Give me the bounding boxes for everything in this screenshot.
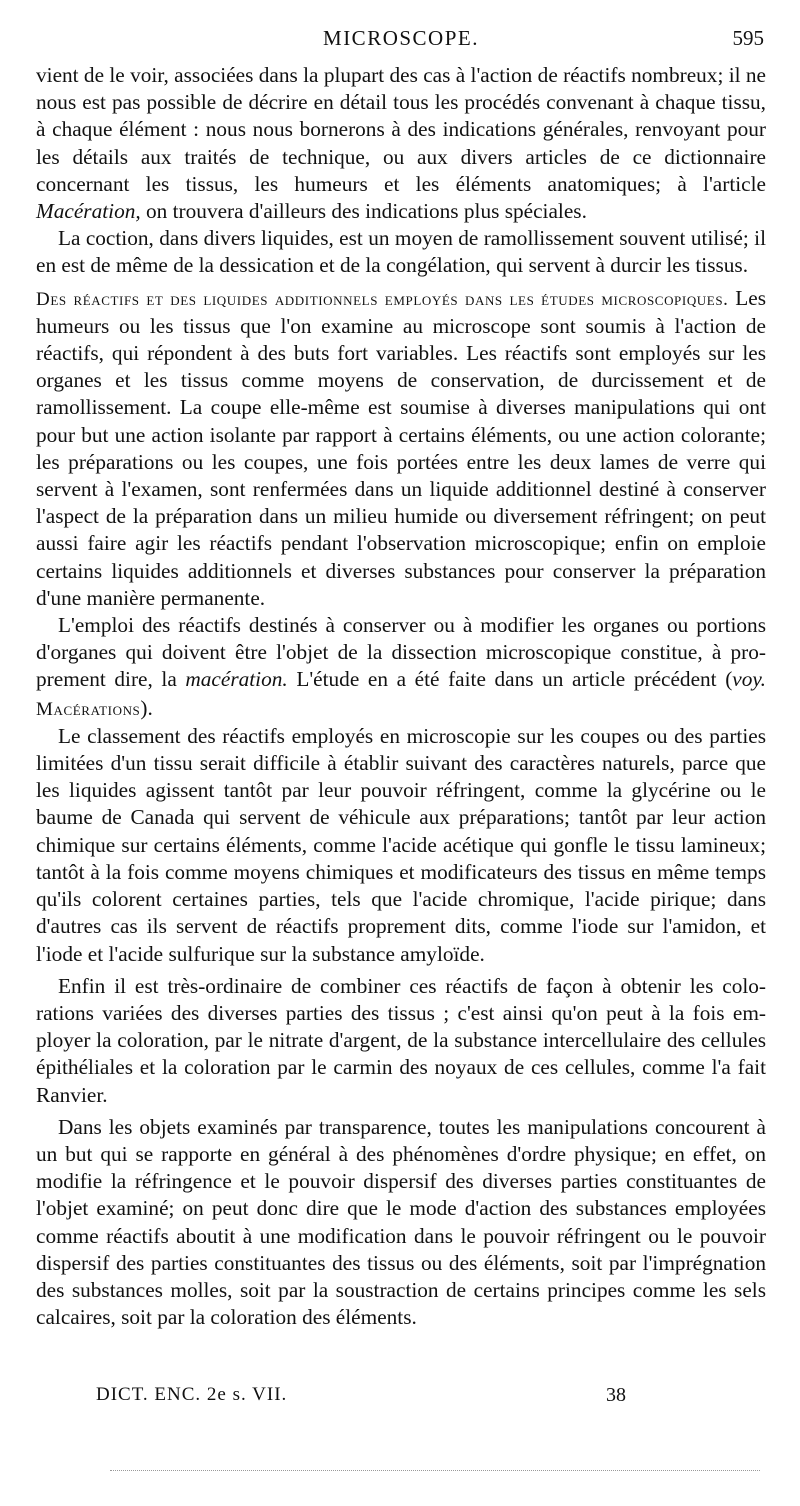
paragraph-3: [36, 285, 766, 612]
page-number: 595: [732, 26, 764, 50]
paragraph-7: Dans les objets examinés par transparence, toutes les manipulations concourent à un but qui se rapporte en général à des phénomènes d'ordre physique; en effet, on modifie la réfringence et le pouvoir dispersif des diverses parties constituantes de l'objet examiné; on peut donc dire que le mode d'action des substances employées comme réactifs aboutit à une modification dans le pouvoir réfringent ou le pouvoir dispersif des parties constituantes des tissus ou des éléments, soit par l'imprégnation des substances molles, soit par la soustraction de certains principes comme les sels calcaires, soit par la coloration des éléments.: [36, 1114, 766, 1330]
paragraph-4-text: L'emploi des réactifs destinés à conserver ou à modifier les organes ou portions d'organes qui doivent être l'objet de la dissection microscopique constitue, à proprement dire, la: [36, 613, 766, 692]
paragraph-4-reference: Macérations: [36, 698, 141, 720]
page-header: [36, 26, 766, 54]
paragraph-4-end: ).: [140, 695, 153, 720]
paragraph-4-voy: voy.: [732, 667, 766, 692]
paragraph-4-emphasis: macération.: [185, 667, 288, 692]
body-text: [36, 62, 766, 1331]
running-title: MICROSCOPE.: [323, 26, 479, 50]
paragraph-1-emphasis: Macération,: [36, 199, 141, 224]
signature-mark: DICT. ENC. 2e s. VII.: [96, 1384, 288, 1405]
paragraph-3-text: Les humeurs ou les tissus que l'on examine au microscope sont soumis à l'action de réactifs, qui répondent à des buts fort variables. Les réactifs sont employés sur les organes et les tissus comme moyens de conservation, de durcissement et de ramollissement. La coupe elle-même est soumise à diverses manipulations qui ont pour but une action isolante par rapport à certains éléments, ou une action colorante; les préparations ou les coupes, une fois portées entre les deux lames de verre qui servent à l'examen, sont renfermées dans un liquide additionnel destiné à conserver l'aspect de la préparation dans un milieu humide ou diversement réfringent; on peut aussi faire agir les réactifs pendant l'observation microscopique; enfin on emploie certains liquides additionnels et diverses substances pour conserver la préparation d'une manière permanente.: [36, 285, 767, 610]
paragraph-1: [36, 62, 766, 225]
paragraph-1-text: vient de le voir, associées dans la plupart des cas à l'action de réactifs nombreux; il ne nous est pas possible de décrire en détail tous les procédés convenant à chaque tissu, à chaque élément : nous nous bornerons à des indications générales, renvoyant pour les détails aux traités de technique, ou aux divers articles de ce dictionnaire concernant les tissus, les humeurs et les éléments anatomiques; à l'article: [36, 63, 766, 196]
page-footer: [36, 1384, 766, 1412]
paragraph-4: [36, 612, 766, 723]
sheet-number: 38: [606, 1384, 626, 1406]
paragraph-1-end: on trouvera d'ailleurs des indications plus spéciales.: [140, 199, 587, 224]
paragraph-2: La coction, dans divers liquides, est un moyen de ramollissement souvent utilisé; il en est de même de la dessication et de la congélation, qui servent à durcir les tissus.: [36, 226, 766, 278]
paragraph-5: Le classement des réactifs employés en microscopie sur les coupes ou des parties limitées d'un tissu serait difficile à établir suivant des caractères naturels, parce que les liquides agissent tantôt par leur pouvoir réfringent, comme la glycérine ou le baume de Canada qui servent de véhicule aux préparations; tantôt par leur action chimique sur certains éléments, comme l'acide acétique qui gonfle le tissu lamineux; tantôt à la fois comme moyens chimiques et modificateurs des tissus en même temps qu'ils colorent certaines parties, tels que l'acide chromique, l'acide pirique; dans d'autres cas ils servent de réactifs proprement dits, comme l'iode sur l'amidon, et l'iode et l'acide sulfurique sur la substance amyloïde.: [36, 723, 766, 966]
paragraph-4-mid: L'étude en a été faite dans un article précédent (: [287, 667, 733, 692]
section-heading: Des réactifs et des liquides additionnels employés dans les études microscopiques.: [36, 288, 729, 310]
paragraph-6: Enfin il est très-ordinaire de combiner ces réactifs de façon à obtenir les colorations variées des diverses parties des tissus ; c'est ainsi qu'on peut à la fois employer la coloration, par le nitrate d'argent, de la substance intercellulaire des cellules épithéliales et la coloration par le carmin des noyaux de ces cellules, comme l'a fait Ranvier.: [36, 973, 766, 1107]
scan-artifact-line: [110, 1470, 760, 1471]
